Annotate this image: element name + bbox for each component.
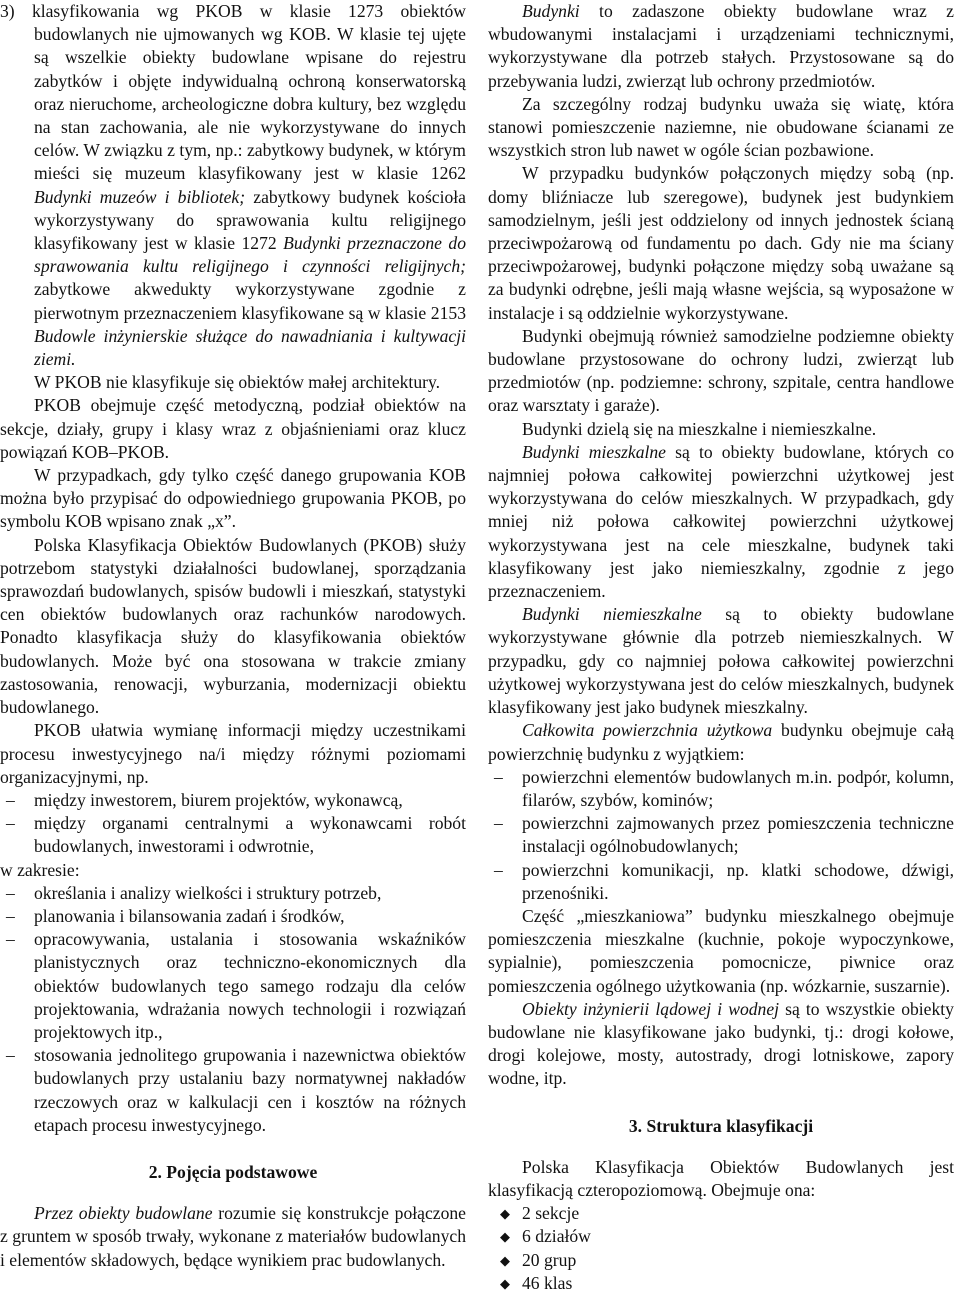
- paragraph-building-objects: Przez obiekty budowlane rozumie się konstrukcje połączone z gruntem w sposób trwały, wykonane z materiałów budowlanych i elementów składowych, będące wynikiem prac budowlanych.: [0, 1203, 466, 1270]
- list-item: – określania i analizy wielkości i struktury potrzeb,: [0, 882, 466, 905]
- paragraph-buildings: Budynki to zadaszone obiekty budowlane wraz z wbudowanymi instalacjami i urządzeniami technicznymi, wykorzystywane dla potrzeb stałych. Przystosowane są do przebywania ludzi, zwierząt lub ochrony przedmiotów.: [488, 1, 954, 91]
- diamond-bullet-icon: ◆: [500, 1206, 510, 1222]
- paragraph-residential: Budynki mieszkalne są to obiekty budowlane, których co najmniej połowa całkowitej powierzchni użytkowej jest wykorzystywana do celów mieszkalnych. W przypadkach, gdy mniej niż połowa całkowitej powierzchni użytkowej wykorzystywana jest na cele mieszkalne, budynek taki klasyfikowany jest jako niemieszkalny, zgodnie z jego przeznaczeniem.: [488, 441, 954, 602]
- list-item: – między inwestorem, biurem projektów, wykonawcą,: [0, 789, 466, 812]
- paragraph-pkob-purpose: Polska Klasyfikacja Obiektów Budowlanych (PKOB) służy potrzebom statystyki działalności budowlanej, sporządzania sprawozdań budowlanych, spisów budowli i mieszkań, statystyki cen obiektów budowlanych oraz rachunków narodowych. Ponadto klasyfikacja służy do klasyfikowania obiektów budowlanych. Może być ona stosowana w trakcie zmiany zastosowania, renowacji, wyburzania, modernizacji obiektu budowlanego.: [0, 534, 466, 718]
- section-heading-2: 2. Pojęcia podstawowe: [148, 1161, 318, 1182]
- list-item: ◆ 20 grup: [488, 1249, 954, 1272]
- dash-bullet-icon: –: [6, 789, 15, 810]
- dash-bullet-icon: –: [6, 882, 15, 903]
- dash-bullet-icon: –: [494, 813, 503, 834]
- dash-bullet-icon: –: [494, 766, 503, 787]
- paragraph-residential-part: Część „mieszkaniowa” budynku mieszkalnego obejmuje pomieszczenia mieszkalne (kuchnie, pokoje wypoczynkowe, sypialnie), pomieszczenia pomocnicze, piwnice oraz pomieszczenia ogólnego użytkowania (np. wózkarnie, suszarnie).: [488, 905, 954, 996]
- dash-bullet-icon: –: [494, 859, 503, 880]
- paragraph-connected-buildings: W przypadku budynków połączonych między sobą (np. domy bliźniacze lub szeregowe), budynek jest budynkiem samodzielnym, jeśli jest oddzielony od innych jednostek ścianą przeciwpożarową od fundamentu po dach. Gdy nie ma ściany przeciwpożarowej, budynki połączone między sobą uważane są za budynki odrębne, jeśli mają własne wejścia, są wyposażone w instalacje i są oddzielnie wykorzystywane.: [488, 163, 954, 323]
- dash-bullet-icon: –: [6, 929, 15, 950]
- list-item: ◆ 46 klas: [488, 1272, 954, 1295]
- paragraph-underground: Budynki obejmują również samodzielne podziemne obiekty budowlane przystosowane do ochrony ludzi, zwierząt lub przedmiotów (np. podziemne: schrony, szpitale, centra handlowe oraz warsztaty i garaże).: [488, 325, 954, 416]
- list-item: – planowania i bilansowania zadań i środków,: [0, 905, 466, 928]
- item-3-paragraph: 3) klasyfikowania wg PKOB w klasie 1273 obiektów budowlanych nie ujmowanych wg KOB. W klasie tej ujęte są wszelkie obiekty budowlane wpisane do rejestru zabytków i objęte indywidualną ochroną konserwatorską oraz nieruchome, archeologiczne dobra kultury, bez względu na stan zachowania, ale nie wykorzystywane do innych celów. W związku z tym, np.: zabytkowy budynek, w którym mieści się muzeum klasyfikowany jest w klasie 1262 Budynki muzeów i bibliotek; zabytkowy budynek kościoła wykorzystywany do sprawowania kultu religijnego klasyfikowany jest w klasie 1272 Budynki przeznaczone do sprawowania kultu religijnego i czynności religijnych; zabytkowe akwedukty wykorzystywane zgodnie z pierwotnym przeznaczeniem klasyfikowane są w klasie 2153 Budowle inżynierskie służące do nawadniania i kultywacji ziemi.: [0, 1, 466, 370]
- dash-bullet-icon: –: [6, 905, 15, 926]
- list-item: ◆ 6 działów: [488, 1225, 954, 1248]
- item-3-tail: W PKOB nie klasyfikuje się obiektów małej architektury.: [34, 372, 441, 393]
- left-column: [0, 0, 466, 1272]
- diamond-bullet-icon: ◆: [500, 1252, 510, 1268]
- paragraph-kob-mapping: W przypadkach, gdy tylko część danego grupowania KOB można było przypisać do odpowiedniego grupowania PKOB, po symbolu KOB wpisano znak „x”.: [0, 465, 466, 532]
- scope-label: w zakresie:: [0, 859, 80, 880]
- list-item: – powierzchni komunikacji, np. klatki schodowe, dźwigi, przenośniki.: [494, 859, 954, 903]
- diamond-list-levels: [488, 1202, 954, 1295]
- list-item: – stosowania jednolitego grupowania i nazewnictwa obiektów budowlanych przy ustalaniu bazy normatywnej nakładów rzeczowych oraz w kalkulacji cen i kosztów na różnych etapach procesu inwestycyjnego.: [6, 1045, 466, 1135]
- dash-bullet-icon: –: [6, 1045, 15, 1066]
- list-item: – powierzchni elementów budowlanych m.in. podpór, kolumn, filarów, szybów, kominów;: [494, 766, 954, 810]
- diamond-bullet-icon: ◆: [500, 1275, 510, 1291]
- list-item: – między organami centralnymi a wykonawcami robót budowlanych, inwestorami i odwrotnie,: [6, 813, 466, 857]
- paragraph-civil-engineering: Obiekty inżynierii lądowej i wodnej są to wszystkie obiekty budowlane nie klasyfikowane jako budynki, tj.: drogi kołowe, drogi kolejowe, mosty, autostrady, drogi lotniskowe, zapory wodne, itp.: [488, 998, 954, 1089]
- diamond-bullet-icon: ◆: [500, 1229, 510, 1245]
- paragraph-structure: Polska Klasyfikacja Obiektów Budowlanych jest klasyfikacją czteropoziomową. Obejmuje ona:: [488, 1156, 954, 1200]
- list-item: ◆ 2 sekcje: [488, 1202, 954, 1225]
- paragraph-information-exchange: PKOB ułatwia wymianę informacji między uczestnikami procesu inwestycyjnego na/i między różnymi poziomami organizacyjnymi, np.: [0, 720, 466, 787]
- paragraph-shelter: Za szczególny rodzaj budynku uważa się wiatę, która stanowi pomieszczenie naziemne, nie obudowane ścianami ze wszystkich stron lub nawet w ogóle ścian pozbawione.: [488, 93, 954, 161]
- right-column: [488, 0, 954, 1295]
- paragraph-usable-area: Całkowita powierzchnia użytkowa budynku obejmuje całą powierzchnię budynku z wyjątkiem:: [488, 720, 955, 764]
- paragraph-non-residential: Budynki niemieszkalne są to obiekty budowlane wykorzystywane głównie dla potrzeb niemieszkalnych. W przypadku, gdy co najmniej połowa całkowitej powierzchni użytkowej wykorzystywana jest do celów mieszkalnych, budynek klasyfikowany jest jako budynek mieszkalny.: [488, 604, 955, 718]
- paragraph-pkob-scope: PKOB obejmuje część metodyczną, podział obiektów na sekcje, działy, grupy i klasy wraz z objaśnieniami oraz klucz powiązań KOB–PKOB.: [0, 395, 466, 462]
- dash-list-parties: [0, 789, 466, 859]
- dash-list-exclusions: [488, 766, 954, 905]
- paragraph-division: Budynki dzielą się na mieszkalne i niemieszkalne.: [522, 418, 877, 439]
- dash-bullet-icon: –: [6, 813, 15, 834]
- list-item: – opracowywania, ustalania i stosowania wskaźników planistycznych oraz techniczno-ekonomicznych dla obiektów budowlanych tego samego rodzaju dla celów projektowania, wdrażania nowych technologii i rozwiązań projektowych itp.,: [6, 929, 466, 1042]
- section-heading-3: 3. Struktura klasyfikacji: [628, 1115, 814, 1136]
- list-item: – powierzchni zajmowanych przez pomieszczenia techniczne instalacji ogólnobudowlanych;: [494, 813, 954, 857]
- dash-list-scope: [0, 882, 466, 1137]
